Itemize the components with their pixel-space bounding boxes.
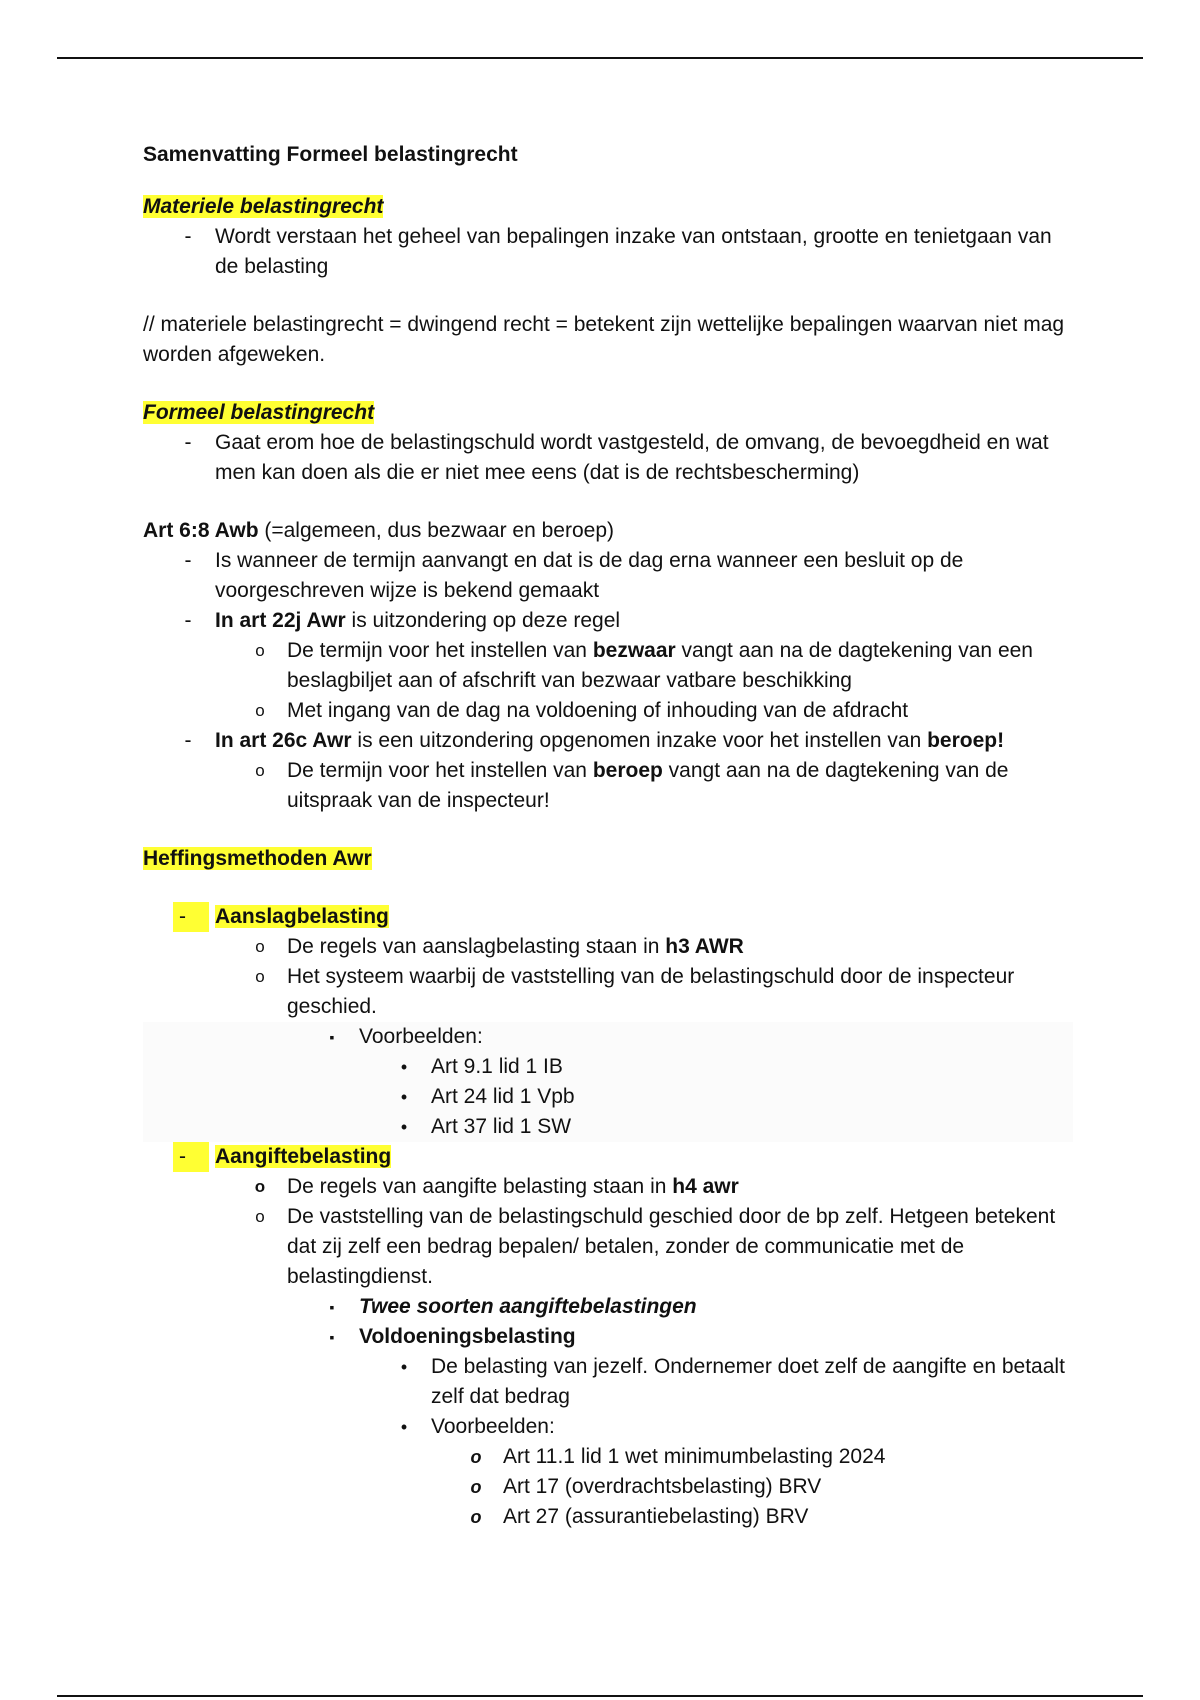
circle-marker: o — [255, 641, 265, 660]
art68-b3-bold2: beroep! — [927, 729, 1005, 752]
footer-rule — [57, 1695, 1143, 1697]
aanslag-s1a: De regels van aanslagbelasting staan in — [287, 935, 666, 958]
voorbeelden-block — [143, 1022, 1073, 1142]
circle-marker: o — [255, 1207, 265, 1226]
aangifte-s1a: De regels van aangifte belasting staan in — [287, 1175, 673, 1198]
section-heffing — [143, 844, 1073, 874]
dash-marker: - — [173, 1142, 209, 1172]
materieel-note: // materiele belastingrecht = dwingend recht = betekent zijn wettelijke bepalingen waarvan niet mag worden afgeweken. — [143, 313, 1065, 366]
bullet-marker: • — [400, 1417, 408, 1437]
list-item — [143, 546, 1073, 606]
art68-b1: Is wanneer de termijn aanvangt en dat is de dag erna wanneer een besluit op de voorgeschreven wijze is bekend gemaakt — [215, 549, 964, 602]
circle-marker: o — [255, 967, 265, 986]
list-item — [143, 1472, 1073, 1502]
dash-marker: - — [184, 431, 192, 454]
aangifte-voldoening: Voldoeningsbelasting — [359, 1325, 576, 1348]
list-item-aanslag — [143, 902, 1073, 932]
list-item — [143, 962, 1073, 1022]
list-item — [143, 726, 1073, 756]
circle-marker: o — [254, 1177, 266, 1196]
square-marker: ▪ — [329, 1029, 335, 1045]
art68-b3-s1a: De termijn voor het instellen van — [287, 759, 593, 782]
circle-marker: o — [255, 761, 265, 780]
section-formeel — [143, 398, 1073, 428]
art68-b3-s1b: vangt aan na de dagtekening van de uitspraak van de inspecteur! — [287, 759, 1009, 812]
formeel-bullet: Gaat erom hoe de belastingschuld wordt vastgesteld, de omvang, de bevoegdheid en wat men kan doen als die er niet mee eens (dat is de rechtsbescherming) — [215, 431, 1049, 484]
dash-marker: - — [184, 729, 192, 752]
header-rule — [57, 57, 1143, 59]
aanslag-voorbeelden-label: Voorbeelden: — [359, 1025, 483, 1048]
heading-formeel: Formeel belastingrecht — [143, 401, 375, 424]
dash-marker: - — [184, 549, 192, 572]
section-art68 — [143, 516, 1073, 546]
list-item — [143, 1412, 1073, 1442]
vold-s2: Voorbeelden: — [431, 1415, 555, 1438]
bullet-marker: • — [400, 1087, 408, 1107]
document-page — [143, 140, 1073, 1532]
aangifte-soorten: Twee soorten aangiftebelastingen — [359, 1295, 697, 1318]
aangifte-label: Aangiftebelasting — [215, 1145, 392, 1168]
list-item — [143, 1172, 1073, 1202]
list-item — [143, 1202, 1073, 1292]
art68-b2-s2: Met ingang van de dag na voldoening of inhouding van de afdracht — [287, 699, 909, 722]
art68-b3-rest: is een uitzondering opgenomen inzake voor het instellen van — [351, 729, 928, 752]
circle-marker: o — [255, 937, 265, 956]
square-marker: ▪ — [329, 1329, 335, 1345]
circle-marker: o — [255, 701, 265, 720]
dash-marker: - — [173, 902, 209, 932]
list-item — [143, 1502, 1073, 1532]
art68-b2-rest: is uitzondering op deze regel — [345, 609, 621, 632]
aanslag-s2: Het systeem waarbij de vaststelling van de belastingschuld door de inspecteur geschied. — [287, 965, 1015, 1018]
circle-marker: o — [470, 1447, 482, 1467]
materieel-bullet: Wordt verstaan het geheel van bepalingen inzake van ontstaan, grootte en tenietgaan van de belasting — [215, 225, 1052, 278]
heading-heffing: Heffingsmethoden Awr — [143, 847, 372, 870]
aangifte-s1-bold: h4 awr — [672, 1175, 739, 1198]
art68-heading-rest: (=algemeen, dus bezwaar en beroep) — [258, 519, 615, 542]
list-item-aangifte — [143, 1142, 1073, 1172]
art68-heading-bold: Art 6:8 Awb — [143, 519, 259, 542]
art68-b2-s1b: vangt aan na de dagtekening van een beslagbiljet aan of afschrift van bezwaar vatbare beschikking — [287, 639, 1033, 692]
aanslag-s1-bold: h3 AWR — [665, 935, 744, 958]
section-materieel — [143, 192, 1073, 222]
list-item — [143, 1112, 1073, 1142]
aanslag-voorbeeld-2: Art 24 lid 1 Vpb — [431, 1085, 575, 1108]
vold-voorbeeld-2: Art 17 (overdrachtsbelasting) BRV — [503, 1475, 822, 1498]
list-item — [143, 1022, 1073, 1052]
art68-b3-bold: In art 26c Awr — [215, 729, 352, 752]
document-title: Samenvatting Formeel belastingrecht — [143, 143, 518, 166]
vold-voorbeeld-1: Art 11.1 lid 1 wet minimumbelasting 2024 — [503, 1445, 886, 1468]
aangifte-s2: De vaststelling van de belastingschuld geschied door de bp zelf. Hetgeen betekent dat zij zelf een bedrag bepalen/ betalen, zonder de communicatie met de belastingdienst. — [287, 1205, 1056, 1288]
list-item — [143, 1052, 1073, 1082]
list-item — [143, 932, 1073, 962]
art68-b2-s1a: De termijn voor het instellen van — [287, 639, 593, 662]
list-item — [143, 1292, 1073, 1322]
circle-marker: o — [470, 1507, 482, 1527]
aanslag-voorbeeld-3: Art 37 lid 1 SW — [431, 1115, 572, 1138]
circle-marker: o — [470, 1477, 482, 1497]
bullet-marker: • — [400, 1357, 408, 1377]
dash-marker: - — [184, 609, 192, 632]
list-item — [143, 1352, 1073, 1412]
square-marker: ▪ — [329, 1299, 335, 1315]
heading-materieel: Materiele belastingrecht — [143, 195, 384, 218]
art68-b2-s1-bold: bezwaar — [592, 639, 676, 662]
dash-marker: - — [184, 225, 192, 248]
list-item — [143, 606, 1073, 636]
aanslag-voorbeeld-1: Art 9.1 lid 1 IB — [431, 1055, 563, 1078]
list-item — [143, 428, 1073, 488]
list-item — [143, 756, 1073, 816]
aanslag-label: Aanslagbelasting — [215, 905, 389, 928]
list-item — [143, 1442, 1073, 1472]
vold-s1: De belasting van jezelf. Ondernemer doet zelf de aangifte en betaalt zelf dat bedrag — [431, 1355, 1065, 1408]
list-item — [143, 636, 1073, 696]
list-item — [143, 696, 1073, 726]
list-item — [143, 222, 1073, 282]
vold-voorbeeld-3: Art 27 (assurantiebelasting) BRV — [503, 1505, 809, 1528]
bullet-marker: • — [400, 1057, 408, 1077]
list-item — [143, 1082, 1073, 1112]
art68-b2-bold: In art 22j Awr — [215, 609, 346, 632]
list-item — [143, 1322, 1073, 1352]
bullet-marker: • — [400, 1117, 408, 1137]
art68-b3-s1-bold: beroep — [592, 759, 663, 782]
